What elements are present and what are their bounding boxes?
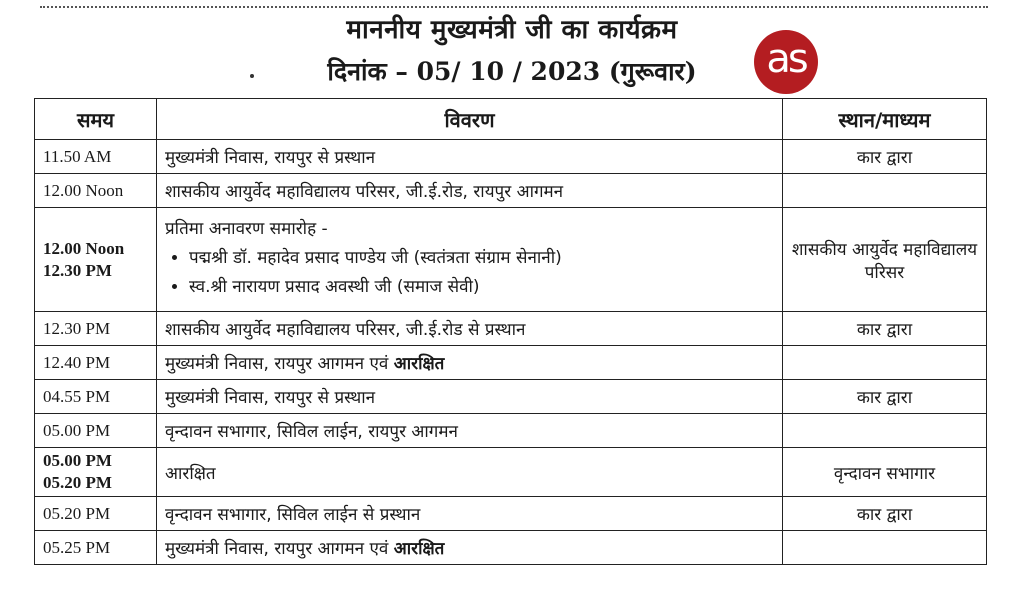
row-place: कार द्वारा — [783, 497, 987, 531]
row-time: 11.50 AM — [35, 140, 157, 174]
bullet-item: • पद्मश्री डॉ. महादेव प्रसाद पाण्डेय जी (स्वतंत्रता संग्राम सेनानी) — [189, 245, 774, 268]
column-header-place: स्थान/माध्यम — [783, 99, 987, 140]
row-time: 12.00 Noon — [35, 174, 157, 208]
row-place: कार द्वारा — [783, 380, 987, 414]
row-place — [783, 174, 987, 208]
row-time: 05.00 PM — [35, 414, 157, 448]
row-details — [157, 346, 783, 380]
column-header-time: समय — [35, 99, 157, 140]
table-row — [35, 174, 987, 208]
row-time-start: 05.00 PM — [43, 451, 112, 470]
row-details: वृन्दावन सभागार, सिविल लाईन से प्रस्थान — [157, 497, 783, 531]
row-time: 05.20 PM — [35, 497, 157, 531]
table-row — [35, 497, 987, 531]
reserved-label: आरक्षित — [393, 539, 445, 559]
table-row — [35, 140, 987, 174]
row-details-text: मुख्यमंत्री निवास, रायपुर आगमन एवं — [165, 539, 389, 559]
row-details: शासकीय आयुर्वेद महाविद्यालय परिसर, जी.ई.रोड से प्रस्थान — [157, 312, 783, 346]
table-row — [35, 208, 987, 312]
row-place: कार द्वारा — [783, 312, 987, 346]
row-details: वृन्दावन सभागार, सिविल लाईन, रायपुर आगमन — [157, 414, 783, 448]
row-time-end: 05.20 PM — [43, 473, 112, 492]
row-place: वृन्दावन सभागार — [783, 448, 987, 497]
table-header-row — [35, 99, 987, 140]
row-time-range — [35, 448, 157, 497]
row-details: शासकीय आयुर्वेद महाविद्यालय परिसर, जी.ई.रोड, रायपुर आगमन — [157, 174, 783, 208]
table-row — [35, 346, 987, 380]
brand-logo: as — [754, 30, 818, 94]
row-place: शासकीय आयुर्वेद महाविद्यालय परिसर — [783, 208, 987, 312]
table-row — [35, 380, 987, 414]
schedule-table — [34, 98, 987, 565]
row-details: मुख्यमंत्री निवास, रायपुर से प्रस्थान — [157, 380, 783, 414]
date-line: दिनांक – 05/ 10 / 2023 (गुरूवार) — [327, 57, 697, 86]
table-row — [35, 448, 987, 497]
event-heading: प्रतिमा अनावरण समारोह - — [165, 219, 328, 239]
column-header-details: विवरण — [157, 99, 783, 140]
row-details — [157, 531, 783, 565]
row-details — [157, 208, 783, 312]
bullet-item: • स्व.श्री नारायण प्रसाद अवस्थी जी (समाज सेवी) — [189, 274, 774, 297]
row-time: 04.55 PM — [35, 380, 157, 414]
row-time-range — [35, 208, 157, 312]
row-time: 05.25 PM — [35, 531, 157, 565]
row-details: आरक्षित — [157, 448, 783, 497]
page-title: माननीय मुख्यमंत्री जी का कार्यक्रम — [346, 15, 678, 45]
reserved-label: आरक्षित — [393, 354, 445, 374]
top-dotted-rule — [40, 6, 988, 8]
row-time-end: 12.30 PM — [43, 260, 112, 280]
event-bullet-list — [165, 245, 774, 297]
row-place: कार द्वारा — [783, 140, 987, 174]
row-place — [783, 346, 987, 380]
row-details: मुख्यमंत्री निवास, रायपुर से प्रस्थान — [157, 140, 783, 174]
row-place — [783, 414, 987, 448]
table-row — [35, 414, 987, 448]
row-time: 12.30 PM — [35, 312, 157, 346]
row-place — [783, 531, 987, 565]
row-details-text: मुख्यमंत्री निवास, रायपुर आगमन एवं — [165, 354, 389, 374]
table-row — [35, 312, 987, 346]
row-time-start: 12.00 Noon — [43, 238, 125, 258]
row-time: 12.40 PM — [35, 346, 157, 380]
table-row — [35, 531, 987, 565]
